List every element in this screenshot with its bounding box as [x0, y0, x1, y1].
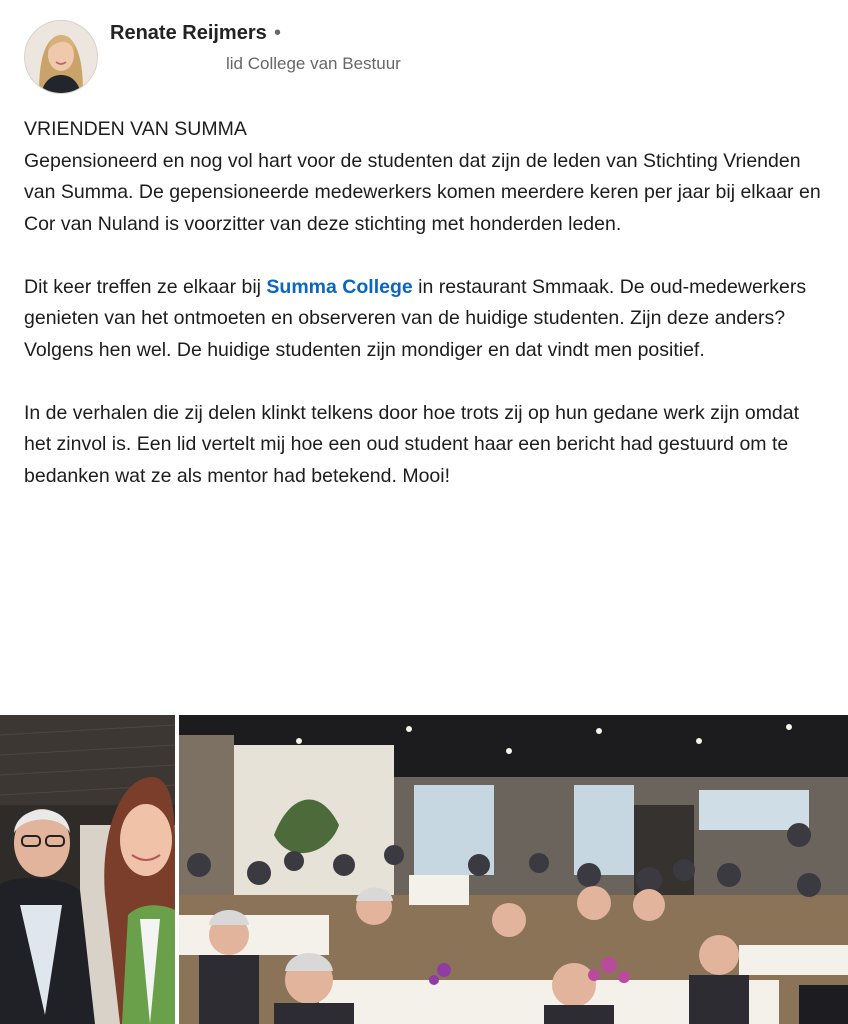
post-paragraph-2 [24, 272, 824, 367]
photo-restaurant[interactable] [179, 715, 848, 1024]
post-heading: VRIENDEN VAN SUMMA [24, 118, 247, 140]
avatar[interactable] [24, 20, 98, 94]
post-body [24, 114, 824, 492]
post-paragraph-3: In de verhalen die zij delen klinkt telkens door hoe trots zij op hun gedane werk zijn omdat het zinvol is. Een lid vertelt mij hoe een oud student haar een bericht had gestuurd om te bedanken wat ze als mentor had betekend. Mooi! [24, 401, 800, 487]
post-paragraph-2-after: in restaurant Smmaak. De oud-medewerkers genieten van het ontmoeten en observeren van de huidige studenten. Zijn deze anders? Volgens hen wel. De huidige studenten zijn mondiger en dat vindt men positief. [24, 275, 807, 361]
summa-college-link[interactable]: Summa College [266, 275, 413, 298]
post-header [0, 0, 848, 100]
author-subtitle: lid College van Bestuur [226, 54, 401, 73]
photo-portrait[interactable] [0, 715, 175, 1024]
author-name[interactable]: Renate Reijmers [110, 22, 267, 44]
post-paragraph-1 [24, 114, 824, 240]
name-separator: • [274, 22, 282, 44]
profile-photo-avatar [25, 21, 97, 93]
post-paragraph-1-text: Gepensioneerd en nog vol hart voor de studenten dat zijn de leden van Stichting Vrienden van Summa. De gepensioneerde medewerkers komen meerdere keren per jaar bij elkaar en Cor van Nuland is voorzitter van deze stichting met honderden leden. [24, 149, 821, 235]
photo-gallery [0, 715, 848, 1024]
post-paragraph-2-before: Dit keer treffen ze elkaar bij [24, 275, 267, 298]
